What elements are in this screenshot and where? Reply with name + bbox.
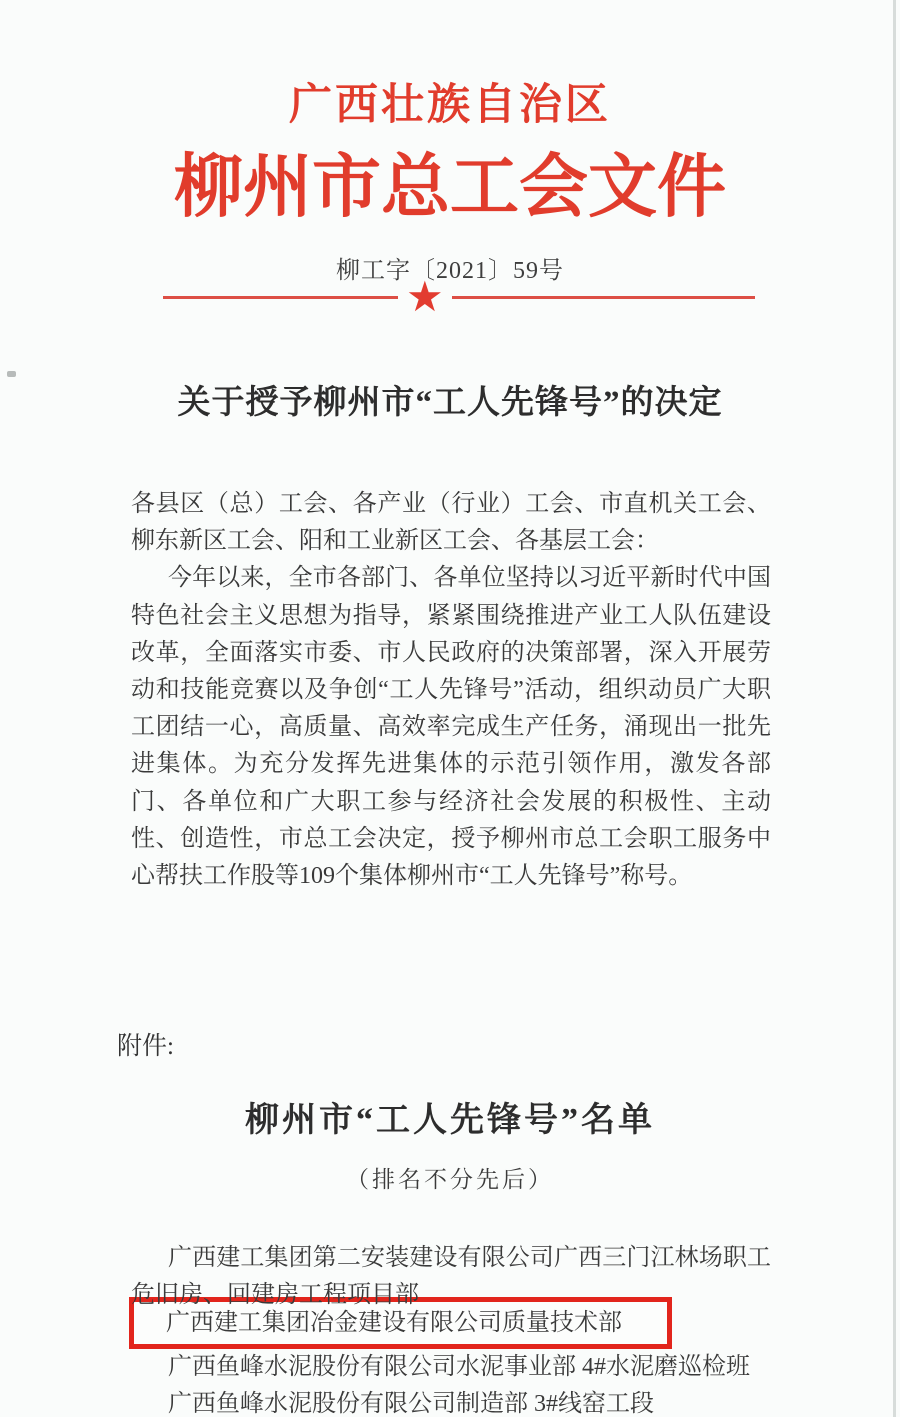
decision-title: 关于授予柳州市“工人先锋号”的决定: [177, 385, 723, 421]
document-number: 柳工字〔2021〕59号: [336, 258, 564, 284]
salutation-line: 各县区（总）工会、各产业（行业）工会、市直机关工会、柳东新区工会、阳和工业新区工会、各基层工会：: [131, 491, 771, 555]
masthead-divider: [163, 272, 755, 321]
body-paragraph: 今年以来，全市各部门、各单位坚持以习近平新时代中国特色社会主义思想为指导，紧紧围绕推进产业工人队伍建设改革，全面落实市委、市人民政府的决策部署，深入开展劳动和技能竞赛以及争创“工人先锋号”活动，组织动员广大职工团结一心，高质量、高效率完成生产任务，涌现出一批先进集体。为充分发挥先进集体的示范引领作用，激发各部门、各单位和广大职工参与经济社会发展的积极性、主动性、创造性，市总工会决定，授予柳州市总工会职工服务中心帮扶工作股等109个集体柳州市“工人先锋号”称号。: [131, 565, 771, 890]
attachment-label: 附件:: [117, 1033, 174, 1060]
divider-line-left: [163, 296, 398, 299]
list-item: 广西鱼峰水泥股份有限公司水泥事业部 4#水泥磨巡检班: [168, 1354, 750, 1381]
decision-body: [131, 486, 771, 895]
star-icon: ★: [406, 272, 444, 321]
attachment-subtitle: （排名不分先后）: [346, 1167, 554, 1192]
issuing-region-title: 广西壮族自治区: [289, 82, 611, 129]
list-item-highlighted: 广西建工集团冶金建设有限公司质量技术部: [166, 1310, 622, 1337]
document-masthead: 柳州市总工会文件: [174, 149, 726, 225]
awardee-list: [131, 1240, 771, 1417]
attachment-title: 柳州市“工人先锋号”名单: [245, 1102, 655, 1139]
list-item: 广西建工集团第二安装建设有限公司广西三门江林场职工危旧房、回建房工程项目部: [131, 1245, 771, 1308]
divider-line-right: [452, 296, 755, 299]
list-item: 广西鱼峰水泥股份有限公司制造部 3#线窑工段: [168, 1390, 654, 1417]
